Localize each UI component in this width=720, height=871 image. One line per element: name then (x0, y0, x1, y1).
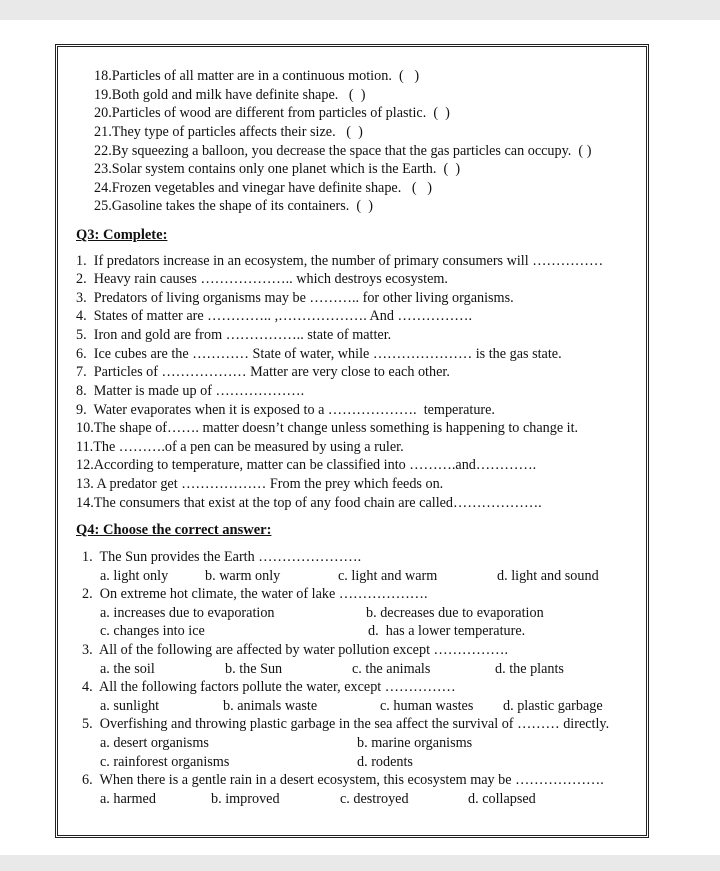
q4-option: b. the Sun (225, 661, 283, 677)
q3-item: 5. Iron and gold are from …………….. state of matter. (76, 327, 392, 343)
q4-option: a. sunlight (100, 698, 160, 714)
q4-question-stem: 4. All the following factors pollute the water, except …………… (82, 679, 456, 695)
q4-option: b. warm only (205, 568, 281, 584)
q4-option: d. has a lower temperature. (368, 623, 526, 639)
q4-option: c. light and warm (338, 568, 438, 584)
tf-item: 18.Particles of all matter are in a continuous motion. ( ) (94, 68, 420, 84)
tf-item: 25.Gasoline takes the shape of its containers. ( ) (94, 198, 373, 214)
tf-item: 22.By squeezing a balloon, you decrease the space that the gas particles can occupy. ( ) (94, 143, 592, 159)
q3-item: 7. Particles of ……………… Matter are very close to each other. (76, 364, 450, 380)
tf-item: 20.Particles of wood are different from particles of plastic. ( ) (94, 105, 450, 121)
bottom-margin (0, 855, 720, 871)
q3-item: 12.According to temperature, matter can be classified into ……….and…………. (76, 457, 537, 473)
q4-option: d. light and sound (497, 568, 599, 584)
q4-option: b. marine organisms (357, 735, 473, 751)
top-margin (0, 0, 720, 20)
tf-item: 23.Solar system contains only one planet which is the Earth. ( ) (94, 161, 461, 177)
q4-option: b. improved (211, 791, 280, 807)
tf-item: 24.Frozen vegetables and vinegar have definite shape. ( ) (94, 180, 433, 196)
q4-option: d. rodents (357, 754, 413, 770)
tf-item: 19.Both gold and milk have definite shape. ( ) (94, 87, 366, 103)
q4-option: d. the plants (495, 661, 564, 677)
q3-item: 1. If predators increase in an ecosystem, the number of primary consumers will …………… (76, 253, 604, 269)
q4-option: c. human wastes (380, 698, 474, 714)
q4-question-stem: 3. All of the following are affected by water pollution except ……………. (82, 642, 509, 658)
q4-question-stem: 6. When there is a gentle rain in a desert ecosystem, this ecosystem may be ………………. (82, 772, 604, 788)
q3-item: 3. Predators of living organisms may be ……….. for other living organisms. (76, 290, 514, 306)
q4-option: a. harmed (100, 791, 156, 807)
q4-option: b. decreases due to evaporation (366, 605, 544, 621)
q4-question-stem: 2. On extreme hot climate, the water of lake ………………. (82, 586, 428, 602)
q4-option: a. increases due to evaporation (100, 605, 275, 621)
q4-option: c. the animals (352, 661, 431, 677)
tf-item: 21.They type of particles affects their size. ( ) (94, 124, 363, 140)
q4-option: b. animals waste (223, 698, 318, 714)
q4-option: a. the soil (100, 661, 155, 677)
q4-option: d. collapsed (468, 791, 536, 807)
q4-question-stem: 5. Overfishing and throwing plastic garbage in the sea affect the survival of ……… directly. (82, 716, 610, 732)
q3-item: 11.The ……….of a pen can be measured by using a ruler. (76, 439, 404, 455)
q4-option: c. destroyed (340, 791, 409, 807)
q3-heading: Q3: Complete: (76, 227, 168, 243)
q3-item: 2. Heavy rain causes ……………….. which destroys ecosystem. (76, 271, 448, 287)
q3-item: 9. Water evaporates when it is exposed to a ………………. temperature. (76, 402, 495, 418)
q4-question-stem: 1. The Sun provides the Earth …………………. (82, 549, 362, 565)
q3-item: 13. A predator get ……………… From the prey which feeds on. (76, 476, 444, 492)
q4-option: d. plastic garbage (503, 698, 603, 714)
q3-item: 14.The consumers that exist at the top of any food chain are called………………. (76, 495, 542, 511)
q3-item: 8. Matter is made up of ………………. (76, 383, 305, 399)
q4-option: a. light only (100, 568, 169, 584)
q4-option: c. rainforest organisms (100, 754, 230, 770)
q3-item: 4. States of matter are ………….. ,………………. And ……………. (76, 308, 473, 324)
q4-heading: Q4: Choose the correct answer: (76, 522, 272, 538)
q4-option: a. desert organisms (100, 735, 209, 751)
q4-option: c. changes into ice (100, 623, 205, 639)
q3-item: 10.The shape of……. matter doesn’t change unless something is happening to change it. (76, 420, 579, 436)
q3-item: 6. Ice cubes are the ………… State of water, while ………………… is the gas state. (76, 346, 562, 362)
